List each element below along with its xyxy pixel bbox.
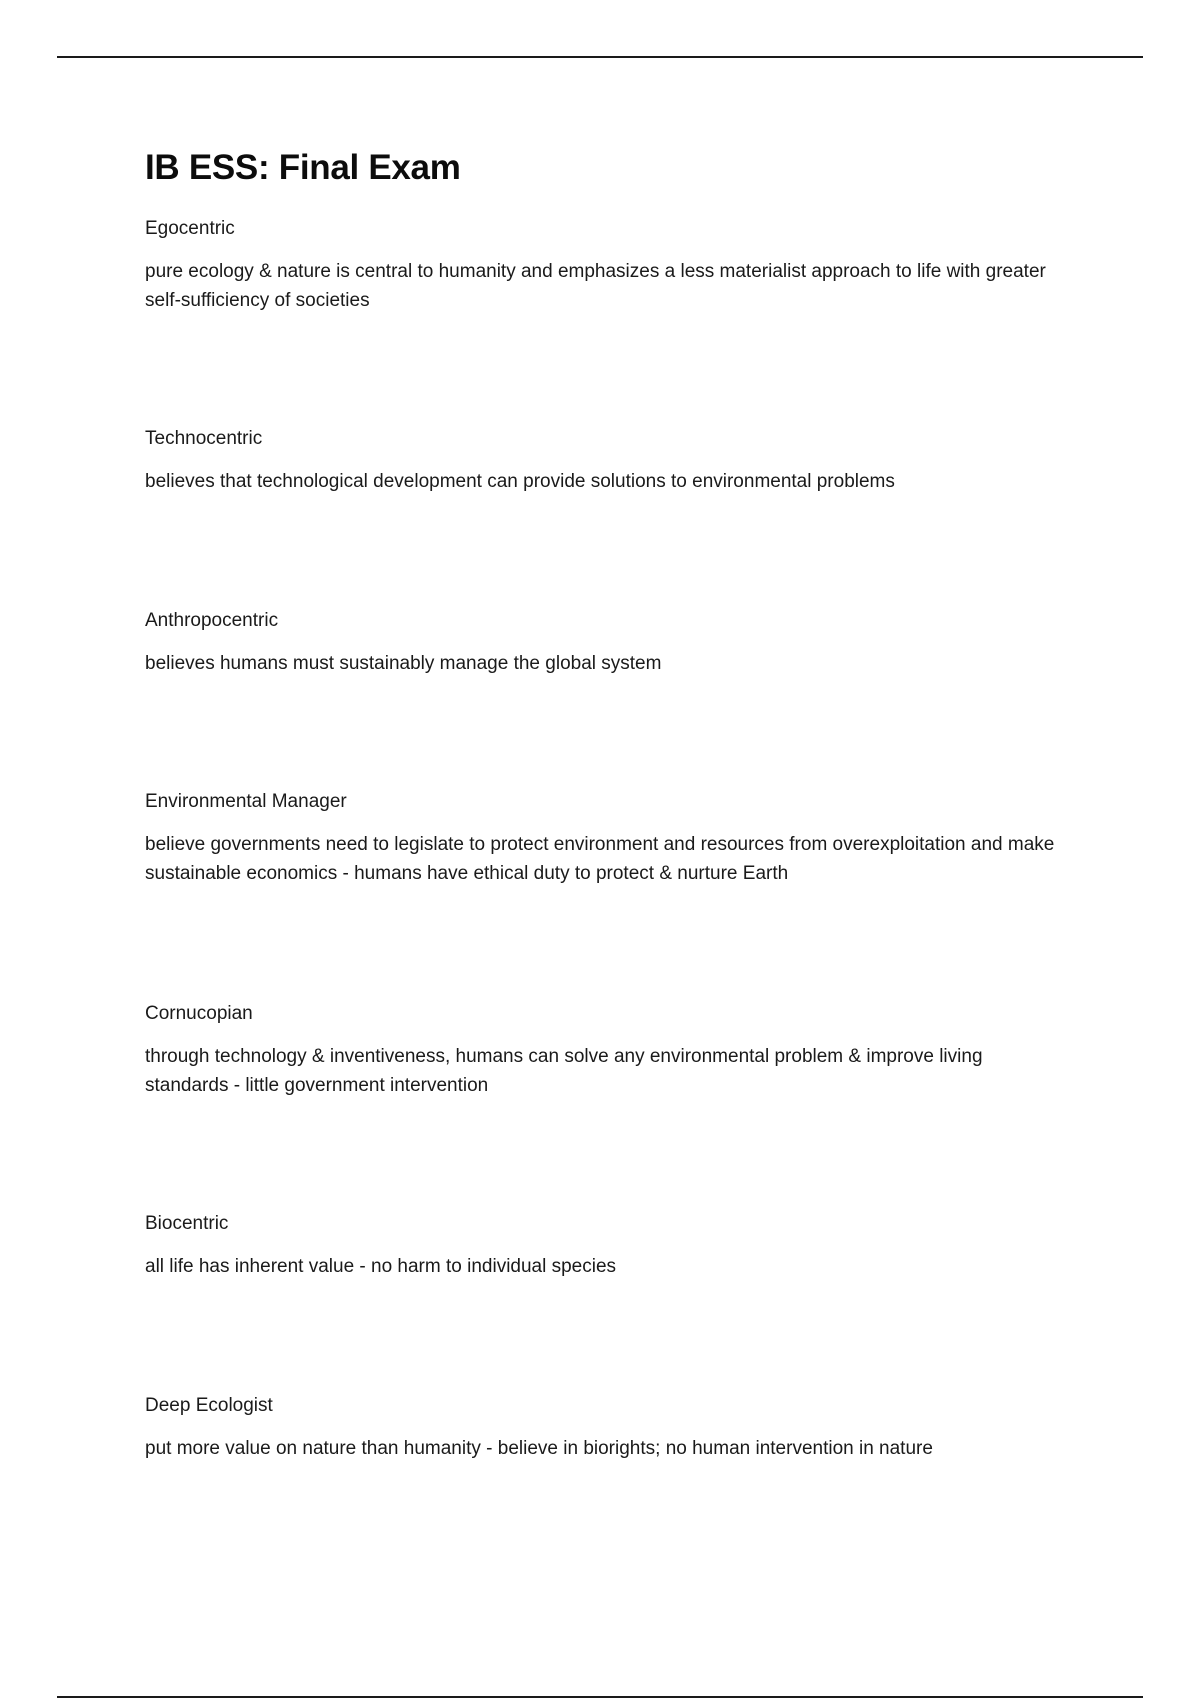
- term: Technocentric: [145, 428, 263, 449]
- flashcard-entry: [145, 609, 1065, 678]
- term: Anthropocentric: [145, 610, 279, 631]
- flashcard-entry: [145, 427, 1065, 496]
- definition: all life has inherent value - no harm to individual species: [145, 1256, 617, 1277]
- flashcard-entry: [145, 1212, 1065, 1281]
- definition: believes humans must sustainably manage the global system: [145, 653, 662, 674]
- term: Cornucopian: [145, 1003, 253, 1024]
- definition: through technology & inventiveness, humans can solve any environmental problem & improve living standards - little government intervention: [145, 1046, 983, 1096]
- definition: believes that technological development can provide solutions to environmental problems: [145, 471, 895, 492]
- flashcard-entry: [145, 790, 1065, 888]
- flashcard-entry: [145, 1002, 1065, 1100]
- definition: believe governments need to legislate to protect environment and resources from overexploitation and make sustainable economics - humans have ethical duty to protect & nurture Earth: [145, 834, 1055, 884]
- term: Deep Ecologist: [145, 1395, 273, 1416]
- term: Egocentric: [145, 218, 235, 239]
- bottom-divider: [57, 1696, 1143, 1698]
- term: Biocentric: [145, 1213, 229, 1234]
- top-divider: [57, 56, 1143, 58]
- flashcard-entry: [145, 217, 1065, 315]
- definition: put more value on nature than humanity - believe in biorights; no human intervention in nature: [145, 1438, 933, 1459]
- flashcard-entry: [145, 1394, 1065, 1463]
- definition: pure ecology & nature is central to humanity and emphasizes a less materialist approach to life with greater self-sufficiency of societies: [145, 261, 1046, 311]
- term: Environmental Manager: [145, 791, 347, 812]
- page-title: IB ESS: Final Exam: [145, 148, 461, 187]
